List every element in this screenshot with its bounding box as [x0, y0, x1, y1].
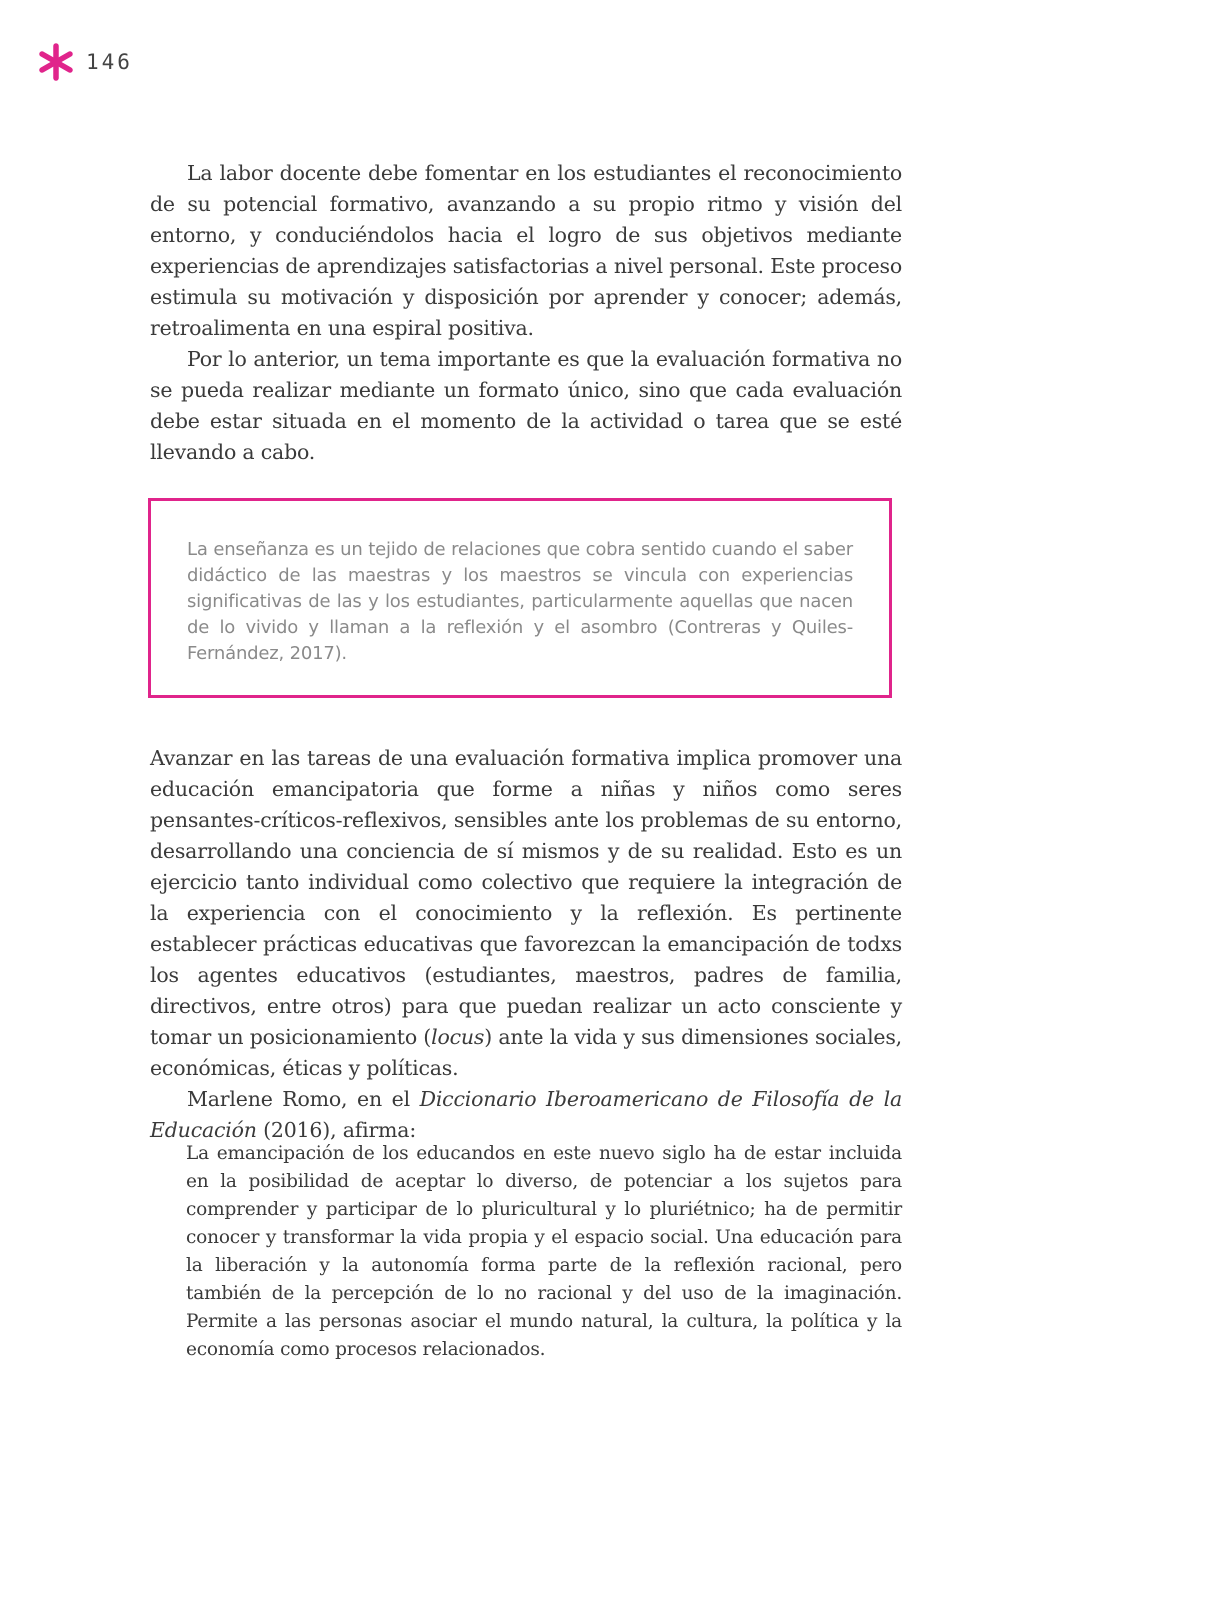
paragraph: La labor docente debe fomentar en los estudiantes el reconocimiento de su potencial formativo, avanzando a su propio ritmo y visión del entorno, y conduciéndolos hacia el logro de sus objetivos mediante experiencias de aprendizajes satisfactorias a nivel personal. Este proceso estimula su motivación y disposición por aprender y conocer; además, retroalimenta en una espiral positiva.: [150, 161, 902, 340]
asterisk-icon: [36, 42, 76, 82]
paragraph-text: Avanzar en las tareas de una evaluación formativa implica promover una educación emancipatoria que forme a niñas y niños como seres pensantes-críticos-reflexivos, sensibles ante los problemas de su entorno, desarrollando una conciencia de sí mismos y de su realidad. Esto es un ejercicio tanto individual como colectivo que requiere la integración de la experiencia con el conocimiento y la reflexión. Es pertinente establecer prácticas educativas que favorezcan la emancipación de todxs los agentes educativos (estudiantes, maestros, padres de familia, directivos, entre otros) para que puedan realizar un acto consciente y tomar un posicionamiento (: [150, 746, 902, 1049]
quote-text: La emancipación de los educandos en este nuevo siglo ha de estar incluida en la posibilidad de aceptar lo diverso, de potenciar a los sujetos para comprender y participar de lo pluricultural y lo pluriétnico; ha de permitir conocer y transformar la vida propia y el espacio social. Una educación para la liberación y la autonomía forma parte de la reflexión racional, pero también de la percepción de lo no racional y del uso de la imaginación. Permite a las personas asociar el mundo natural, la cultura, la política y la economía como procesos relacionados.: [186, 1143, 902, 1360]
paragraph: [150, 743, 902, 1084]
section-intro: [150, 158, 902, 468]
page-header: [36, 42, 133, 82]
paragraph: Por lo anterior, un tema importante es que la evaluación formativa no se pueda realizar mediante un formato único, sino que cada evaluación debe estar situada en el momento de la actividad o tarea que se esté llevando a cabo.: [150, 347, 902, 464]
section-emancipation: [150, 743, 902, 1146]
callout-box: [148, 498, 892, 698]
italic-term: locus: [431, 1025, 485, 1049]
page-number: 146: [86, 50, 133, 74]
paragraph-text: ) ante la vida y sus dimensiones sociales, económicas, éticas y políticas.: [150, 1025, 902, 1080]
callout-text: La enseñanza es un tejido de relaciones que cobra sentido cuando el saber didáctico de las maestras y los maestros se vincula con experiencias significativas de las y los estudiantes, particularmente aquellas que nacen de lo vivido y llaman a la reflexión y el asombro (Contreras y Quiles-Fernández, 2017).: [187, 539, 853, 664]
paragraph-text: Marlene Romo, en el: [187, 1087, 420, 1111]
paragraph: [150, 1084, 902, 1146]
paragraph-text: (2016), afirma:: [256, 1118, 417, 1142]
block-quote: [186, 1140, 902, 1364]
book-title: Diccionario Iberoamericano de Filosofía de la Educación: [150, 1087, 902, 1142]
